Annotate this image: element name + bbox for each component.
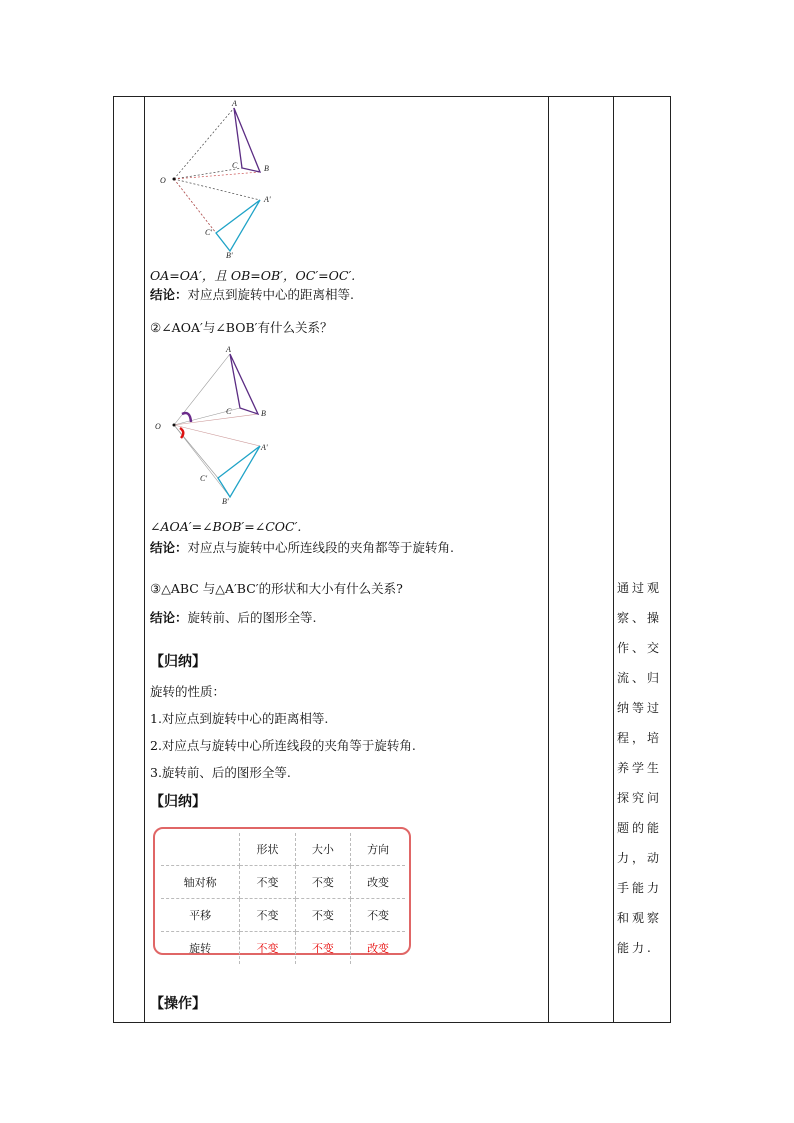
operation-heading: 【操作】 <box>150 996 206 1012</box>
conclusion-2 <box>150 538 454 556</box>
label-B-prime: B' <box>226 251 233 260</box>
svg-text:A': A' <box>261 443 268 452</box>
label-A: A <box>232 99 237 108</box>
label-A-prime: A' <box>264 195 271 204</box>
svg-text:B': B' <box>222 497 229 506</box>
column-divider <box>548 97 549 1022</box>
summary-heading: 【归纳】 <box>150 654 206 670</box>
table-cell: 平移 <box>161 899 240 932</box>
svg-text:C: C <box>226 407 232 416</box>
properties-title: 旋转的性质： <box>150 684 226 699</box>
table-row <box>161 932 405 965</box>
table-cell <box>161 833 240 866</box>
conclusion-label: 结论： <box>150 540 188 555</box>
table-header-row <box>161 833 405 866</box>
table-cell: 改变 <box>351 932 405 965</box>
svg-text:C': C' <box>200 474 208 483</box>
rotation-figure-1 <box>150 96 290 266</box>
table-cell: 不变 <box>295 899 350 932</box>
conclusion-1 <box>150 285 354 303</box>
transformation-table <box>161 833 405 964</box>
conclusion-text: 对应点与旋转中心所连线段的夹角都等于旋转角. <box>187 540 454 555</box>
equality-line-2: ∠AOA′=∠BOB′=∠COC′. <box>150 519 302 534</box>
column-divider <box>613 97 614 1022</box>
table-cell: 不变 <box>240 866 295 899</box>
property-2: 2.对应点与旋转中心所连线段的夹角等于旋转角. <box>150 738 416 753</box>
conclusion-label: 结论： <box>150 287 188 302</box>
svg-text:O: O <box>155 422 161 431</box>
label-O: O <box>160 176 166 185</box>
conclusion-text: 旋转前、后的图形全等. <box>187 610 317 625</box>
summary-heading-2: 【归纳】 <box>150 794 206 810</box>
property-3: 3.旋转前、后的图形全等. <box>150 765 291 780</box>
table-cell: 不变 <box>240 899 295 932</box>
table-cell: 不变 <box>351 899 405 932</box>
table-cell: 不变 <box>295 932 350 965</box>
property-1: 1.对应点到旋转中心的距离相等. <box>150 711 329 726</box>
transformation-summary-box <box>153 827 411 955</box>
conclusion-label: 结论： <box>150 610 188 625</box>
table-row <box>161 899 405 932</box>
table-header-cell: 方向 <box>351 833 405 866</box>
table-header-cell: 形状 <box>240 833 295 866</box>
table-cell: 不变 <box>240 932 295 965</box>
rotation-figure-2 <box>150 342 290 512</box>
table-cell: 轴对称 <box>161 866 240 899</box>
column-divider <box>144 97 145 1022</box>
label-C: C <box>232 161 238 170</box>
label-B: B <box>264 164 269 173</box>
design-intent-note: 通过观察、操作、交流、归纳等过程，培养学生探究问题的能力，动手能力和观察能力. <box>617 581 663 955</box>
svg-text:A: A <box>226 345 231 354</box>
question-2: ②∠AOA′与∠BOB′有什么关系？ <box>150 320 333 335</box>
question-3: ③△ABC 与△A′BC′的形状和大小有什么关系? <box>150 581 403 596</box>
conclusion-3 <box>150 608 317 626</box>
table-cell: 不变 <box>295 866 350 899</box>
table-row <box>161 866 405 899</box>
label-C-prime: C' <box>205 228 213 237</box>
table-cell: 旋转 <box>161 932 240 965</box>
table-cell: 改变 <box>351 866 405 899</box>
table-header-cell: 大小 <box>295 833 350 866</box>
svg-text:B: B <box>261 409 266 418</box>
equality-line-1: OA=OA′，且 OB=OB′，OC′=OC′. <box>150 268 356 283</box>
conclusion-text: 对应点到旋转中心的距离相等. <box>187 287 354 302</box>
